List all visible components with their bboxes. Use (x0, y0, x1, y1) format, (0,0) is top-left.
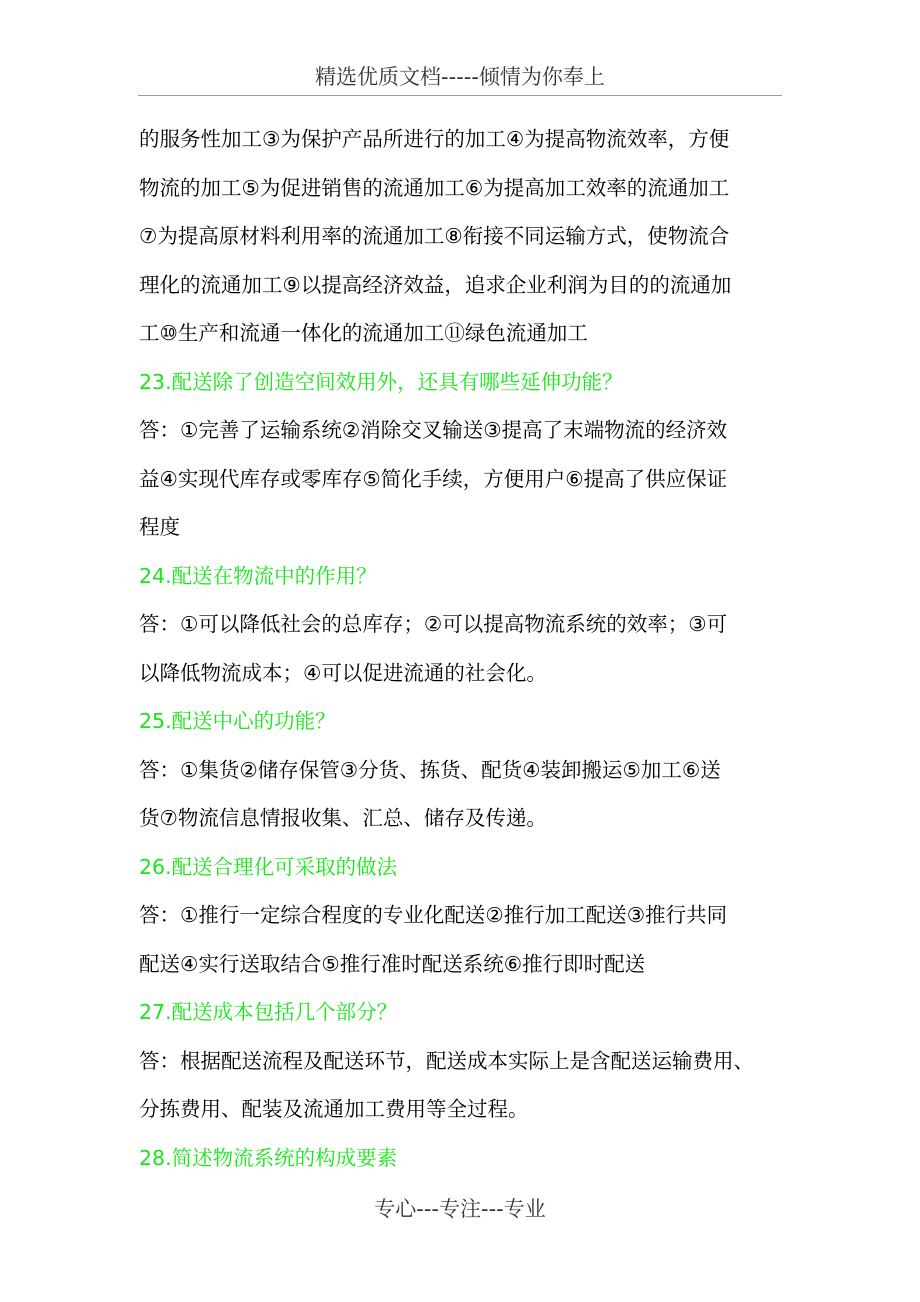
answer-line: 配送④实行送取结合⑤推行准时配送系统⑥推行即时配送 (139, 951, 646, 976)
body-line: 工⑩生产和流通一体化的流通加工⑪绿色流通加工 (139, 321, 588, 345)
body-line: ⑦为提高原材料利用率的流通加工⑧衔接不同运输方式，使物流合 (139, 224, 730, 248)
page-footer: 专心---专注---专业 (374, 1197, 546, 1221)
answer-line: 程度 (139, 515, 180, 539)
question-heading-24: 24.配送在物流中的作用？ (139, 563, 377, 588)
answer-line: 益④实现代库存或零库存⑤简化手续，方便用户⑥提高了供应保证 (139, 466, 728, 491)
question-heading-25: 25.配送中心的功能？ (139, 709, 336, 733)
body-line: 的服务性加工③为保护产品所进行的加工④为提高物流效率，方便 (139, 127, 730, 151)
header-divider (138, 95, 782, 96)
answer-line: 答：根据配送流程及配送环节，配送成本实际上是含配送运输费用、 (139, 1048, 754, 1073)
page-header: 精选优质文档-----倾情为你奉上 (315, 65, 605, 89)
answer-line: 答：①推行一定综合程度的专业化配送②推行加工配送③推行共同 (139, 903, 728, 927)
body-line: 物流的加工⑤为促进销售的流通加工⑥为提高加工效率的流通加工 (139, 175, 730, 200)
document-body (139, 115, 781, 1182)
body-line: 理化的流通加工⑨以提高经济效益，追求企业利润为目的的流通加 (139, 272, 732, 297)
question-heading-27: 27.配送成本包括几个部分？ (139, 1000, 398, 1024)
answer-line: 答：①可以降低社会的总库存；②可以提高物流系统的效率；③可 (139, 612, 728, 636)
answer-line: 分拣费用、配装及流通加工费用等全过程。 (139, 1097, 529, 1121)
question-heading-26: 26.配送合理化可采取的做法 (139, 854, 398, 879)
answer-line: 答：①集货②储存保管③分货、拣货、配货④装卸搬运⑤加工⑥送 (139, 757, 721, 782)
answer-line: 答：①完善了运输系统②消除交叉输送③提高了末端物流的经济效 (139, 418, 728, 442)
answer-line: 货⑦物流信息情报收集、汇总、储存及传递。 (139, 806, 547, 830)
question-heading-28: 28.简述物流系统的构成要素 (139, 1145, 398, 1170)
question-heading-23: 23.配送除了创造空间效用外，还具有哪些延伸功能？ (139, 369, 623, 394)
answer-line: 以降低物流成本；④可以促进流通的社会化。 (139, 660, 547, 685)
